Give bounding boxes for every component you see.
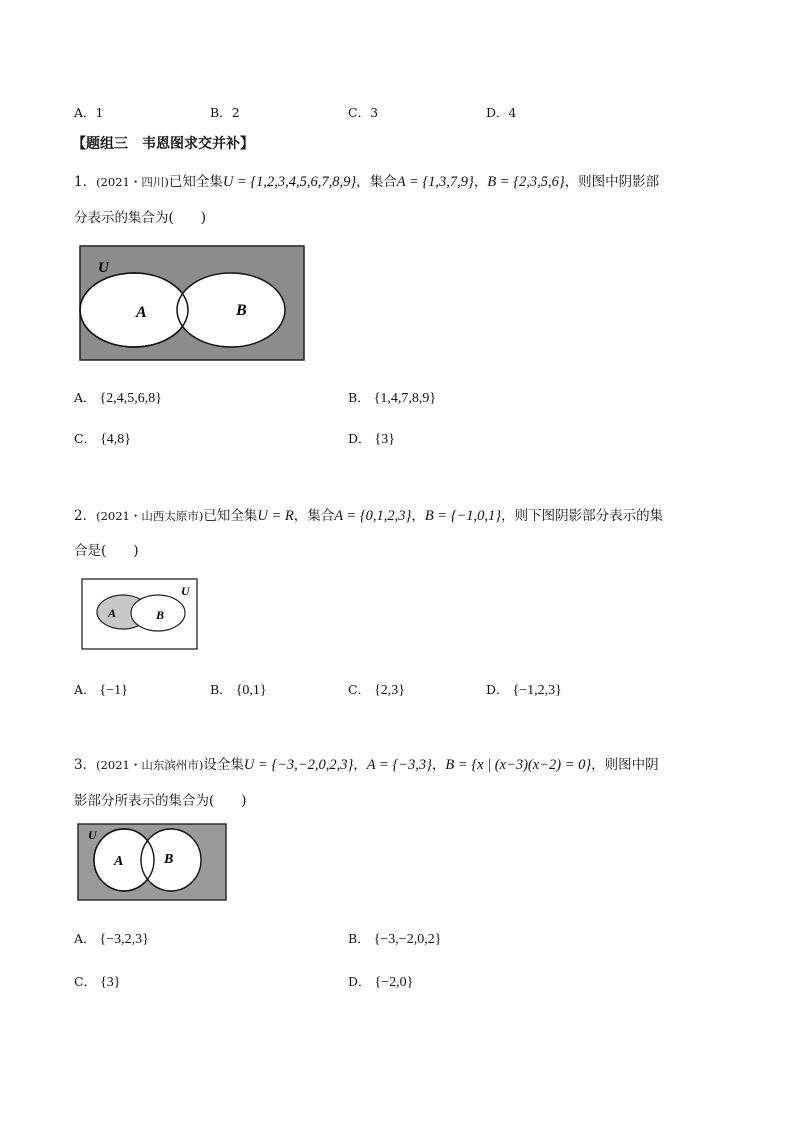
question-1-line-2: 分表示的集合为( ) [74, 210, 207, 226]
q2-option-d: D． {−1,2,3} [486, 682, 562, 698]
q3-option-c: C． {3} [74, 974, 121, 990]
section-heading: 【题组三 韦恩图求交并补】 [72, 136, 254, 152]
label-b: B [164, 852, 174, 867]
top-option-c: C．3 [348, 105, 379, 120]
label-u: U [181, 584, 190, 598]
set-b-circle [177, 273, 285, 347]
venn-diagram-1 [78, 244, 308, 362]
label-a: A [114, 854, 124, 869]
label-a: A [108, 606, 117, 620]
top-option-a: A．1 [74, 105, 104, 120]
q1-option-b: B． {1,4,7,8,9} [348, 390, 437, 406]
q3-option-a: A． {−3,2,3} [74, 931, 149, 947]
top-option-d: D．4 [486, 105, 517, 120]
label-a: A [136, 304, 147, 321]
top-option-b: B．2 [210, 105, 240, 120]
question-1-line-1: 1．(2021・四川)已知全集U = {1,2,3,4,5,6,7,8,9}，集合A = {1,3,7,9}，B = {2,3,5,6}，则图中阴影部 [74, 174, 660, 190]
q1-option-c: C． {4,8} [74, 431, 132, 447]
question-3-line-1: 3．(2021・山东滨州市)设全集U = {−3,−2,0,2,3}，A = {−3,3}，B = {x | (x−3)(x−2) = 0}，则图中阴 [74, 757, 659, 773]
question-2-line-2: 合是( ) [74, 543, 139, 559]
label-u: U [88, 828, 97, 842]
venn-diagram-3 [76, 822, 228, 902]
q3-option-b: B． {−3,−2,0,2} [348, 931, 442, 947]
question-3-line-2: 影部分所表示的集合为( ) [74, 793, 247, 809]
label-b: B [236, 302, 247, 319]
label-b: B [156, 608, 165, 622]
label-u: U [98, 260, 109, 276]
venn-diagram-2 [80, 577, 200, 652]
q2-option-b: B． {0,1} [210, 682, 267, 698]
q1-option-a: A． {2,4,5,6,8} [74, 390, 162, 406]
q2-option-c: C． {2,3} [348, 682, 406, 698]
q3-option-d: D． {−2,0} [348, 974, 414, 990]
q1-option-d: D． {3} [348, 431, 395, 447]
q2-option-a: A． {−1} [74, 682, 128, 698]
question-2-line-1: 2．(2021・山西太原市)已知全集U = R，集合A = {0,1,2,3}，B = {−1,0,1}，则下图阴影部分表示的集 [74, 508, 664, 524]
